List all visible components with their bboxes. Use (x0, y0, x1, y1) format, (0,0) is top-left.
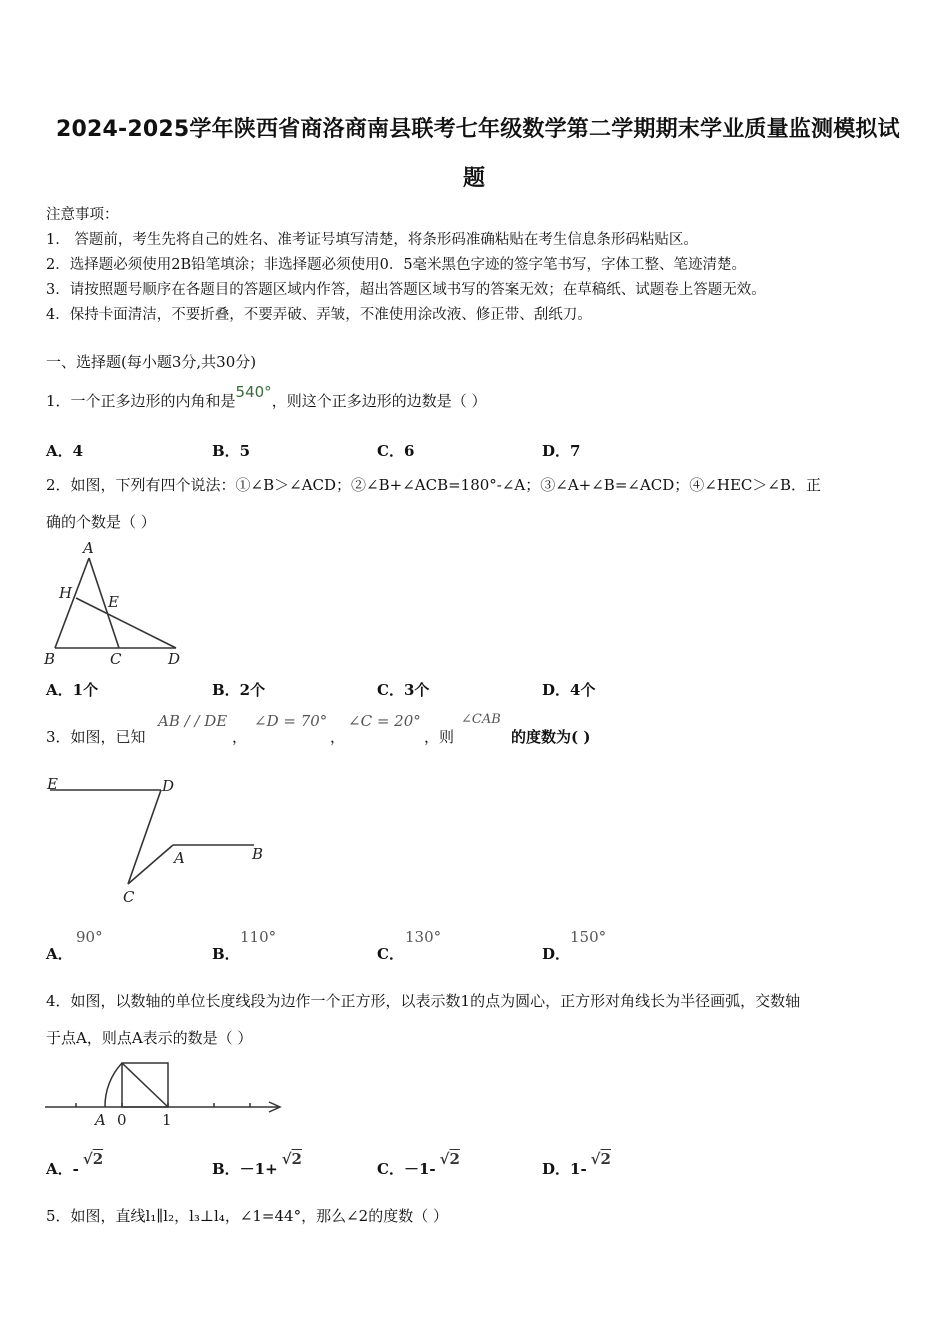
q4-option-b-prefix: B．－1+ (212, 1160, 278, 1178)
q4-option-b[interactable] (212, 1150, 302, 1179)
q1-option-d[interactable]: D．7 (542, 442, 581, 460)
q3-option-d[interactable]: D． (542, 945, 571, 963)
q4-option-d[interactable] (542, 1150, 611, 1179)
q4-option-c-prefix: C．－1- (377, 1160, 436, 1178)
q3-parallel-figure (40, 770, 280, 910)
q4-option-a-radicand: 2 (92, 1150, 104, 1168)
q2-label-h: H (59, 584, 73, 602)
question-2-line1: 2．如图，下列有四个说法：①∠B＞∠ACD；②∠B+∠ACB=180°-∠A；③∠A+∠B=∠ACD；④∠HEC＞∠B．正 (46, 476, 821, 494)
q1-option-c[interactable]: C．6 (377, 442, 415, 460)
q4-option-a-sqrt: √2 (82, 1150, 104, 1168)
q4-option-c-radicand: 2 (449, 1150, 460, 1168)
q3-sep3: ，则 (424, 728, 455, 746)
notice-heading: 注意事项： (46, 207, 119, 223)
q2-label-d: D (168, 650, 181, 668)
q4-option-a[interactable] (46, 1150, 104, 1179)
q4-option-d-sqrt: √2 (590, 1150, 611, 1168)
q4-option-a-prefix: A．- (46, 1160, 79, 1178)
q4-option-d-radicand: 2 (600, 1150, 611, 1168)
question-1 (46, 383, 487, 411)
q3-condition-angle-c: ∠C = 20° (348, 712, 421, 730)
q1-angle: 540° (235, 383, 272, 401)
q3-condition-angle-d: ∠D = 70° (254, 712, 328, 730)
q3-option-a[interactable]: A． (46, 945, 73, 963)
question-4-line2: 于点A，则点A表示的数是（ ） (46, 1029, 253, 1047)
question-4-line1: 4．如图，以数轴的单位长度线段为边作一个正方形，以表示数1的点为圆心，正方形对角线长为半径画弧，交数轴 (46, 992, 801, 1010)
q3-option-b[interactable]: B． (212, 945, 240, 963)
q3-label-a: A (174, 849, 185, 867)
q4-square-diagonal (122, 1063, 168, 1107)
notice-item-4: 4．保持卡面清洁，不要折叠，不要弄破、弄皱，不准使用涂改液、修正带、刮纸刀。 (46, 307, 592, 323)
notice-item-1: 1． 答题前，考生先将自己的姓名、准考证号填写清楚，将条形码准确粘贴在考生信息条形码粘贴区。 (46, 232, 698, 248)
q4-option-d-prefix: D．1- (542, 1160, 587, 1178)
q2-option-d[interactable]: D．4个 (542, 681, 596, 699)
q2-option-c[interactable]: C．3个 (377, 681, 430, 699)
q4-number-line-figure (40, 1055, 290, 1130)
question-2-line2: 确的个数是（ ） (46, 513, 156, 531)
q1-option-b[interactable]: B．5 (212, 442, 251, 460)
section-heading: 一、选择题(每小题3分,共30分) (46, 353, 257, 371)
q3-sep2: ， (330, 728, 346, 746)
q3-label-e: E (47, 775, 58, 793)
q3-option-c[interactable]: C． (377, 945, 404, 963)
q3-suffix: 的度数为( ) (511, 728, 591, 746)
q3-condition-parallel: AB / / DE (158, 712, 228, 730)
exam-title-line1: 2024-2025学年陕西省商洛商南县联考七年级数学第二学期期末学业质量监测模拟试 (56, 117, 900, 142)
q3-option-b-value: 110° (240, 928, 277, 946)
q2-segment-ab (55, 558, 89, 648)
notice-item-2: 2．选择题必须使用2B铅笔填涂；非选择题必须使用0．5毫米黑色字迹的签字笔书写，字体工整、笔迹清楚。 (46, 257, 747, 273)
q1-prefix: 1．一个正多边形的内角和是 (46, 392, 236, 410)
q1-option-a[interactable]: A．4 (46, 442, 84, 460)
q4-option-c[interactable] (377, 1150, 460, 1179)
notice-item-3: 3．请按照题号顺序在各题目的答题区域内作答，超出答题区域书写的答案无效；在草稿纸、试题卷上答题无效。 (46, 282, 766, 298)
q3-option-a-value: 90° (76, 928, 103, 946)
q4-label-a: A (95, 1111, 106, 1129)
q3-sep1: ， (232, 728, 248, 746)
exam-title-line2: 题 (463, 166, 486, 191)
q4-option-b-sqrt: √2 (281, 1150, 302, 1168)
q4-label-1: 1 (162, 1111, 172, 1129)
q3-option-c-value: 130° (405, 928, 442, 946)
q2-option-a[interactable]: A．1个 (46, 681, 99, 699)
q3-target-angle: ∠CAB (461, 712, 501, 727)
q4-label-0: 0 (117, 1111, 127, 1129)
q3-option-d-value: 150° (570, 928, 607, 946)
q3-label-c: C (123, 888, 135, 906)
q3-label-d: D (162, 777, 175, 795)
q4-option-b-radicand: 2 (291, 1150, 302, 1168)
q3-prefix: 3．如图，已知 (46, 728, 146, 746)
q3-label-b: B (252, 845, 264, 863)
q2-option-b[interactable]: B．2个 (212, 681, 266, 699)
q2-label-c: C (110, 650, 122, 668)
q2-label-e: E (108, 593, 119, 611)
q4-arc (105, 1063, 122, 1107)
question-5: 5．如图，直线l₁∥l₂，l₃⊥l₄，∠1=44°，那么∠2的度数（ ） (46, 1207, 448, 1225)
q1-suffix: ，则这个正多边形的边数是（ ） (271, 392, 487, 410)
q4-option-c-sqrt: √2 (439, 1150, 460, 1168)
q2-label-b: B (44, 650, 56, 668)
q2-segment-hd (76, 598, 176, 648)
q2-label-a: A (83, 539, 94, 557)
q2-triangle-figure (40, 538, 190, 670)
